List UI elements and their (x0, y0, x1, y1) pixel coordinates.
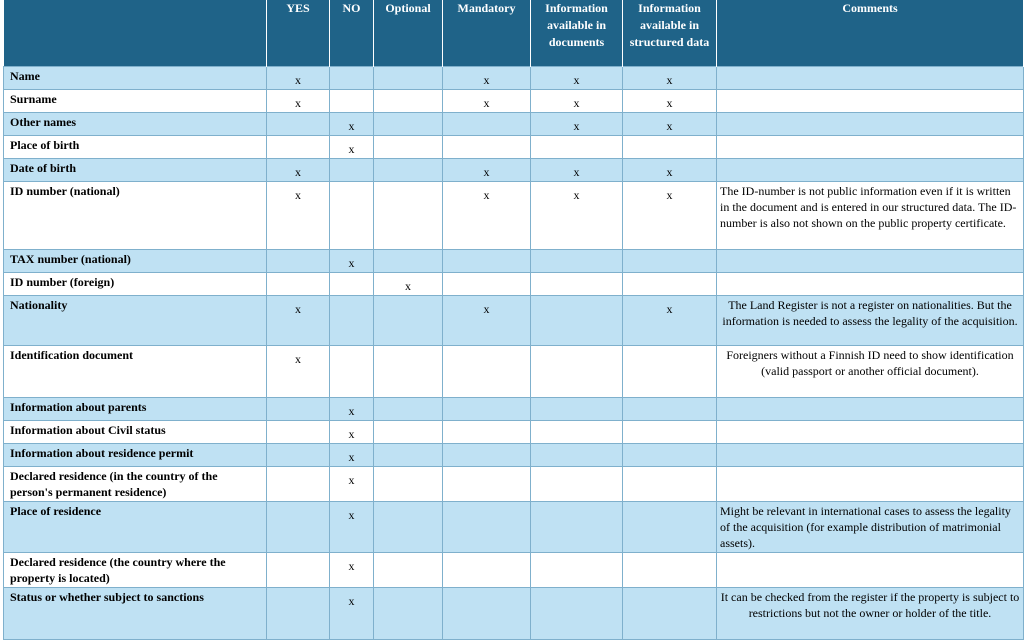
cell-documents (531, 250, 623, 273)
header-yes: YES (267, 0, 330, 67)
row-label: TAX number (national) (4, 250, 267, 273)
cell-optional (374, 67, 443, 90)
cell-yes (267, 250, 330, 273)
cell-mandatory (443, 421, 531, 444)
row-comment: Foreigners without a Finnish ID need to show identification (valid passport or another official document). (717, 346, 1024, 398)
table-row (4, 136, 1024, 159)
row-comment (717, 273, 1024, 296)
row-label: Place of birth (4, 136, 267, 159)
cell-documents: x (531, 113, 623, 136)
cell-yes (267, 502, 330, 553)
cell-no: x (330, 588, 374, 640)
cell-no: x (330, 467, 374, 502)
cell-yes (267, 421, 330, 444)
cell-yes: x (267, 67, 330, 90)
cell-optional (374, 467, 443, 502)
cell-structured (623, 553, 717, 588)
table-row (4, 346, 1024, 398)
table-row (4, 250, 1024, 273)
cell-documents (531, 296, 623, 346)
cell-optional (374, 553, 443, 588)
cell-optional (374, 136, 443, 159)
cell-optional (374, 182, 443, 250)
table-row (4, 159, 1024, 182)
row-label: Identification document (4, 346, 267, 398)
cell-structured: x (623, 90, 717, 113)
cell-optional (374, 250, 443, 273)
cell-structured (623, 346, 717, 398)
row-label: Information about Civil status (4, 421, 267, 444)
cell-documents (531, 444, 623, 467)
cell-documents (531, 467, 623, 502)
cell-structured: x (623, 159, 717, 182)
cell-documents: x (531, 67, 623, 90)
cell-yes (267, 273, 330, 296)
table-row (4, 588, 1024, 640)
cell-mandatory (443, 588, 531, 640)
cell-optional (374, 421, 443, 444)
cell-structured (623, 421, 717, 444)
cell-mandatory (443, 113, 531, 136)
cell-mandatory (443, 346, 531, 398)
cell-optional (374, 588, 443, 640)
cell-no: x (330, 444, 374, 467)
cell-no (330, 182, 374, 250)
table-row (4, 398, 1024, 421)
header-row (4, 0, 1024, 67)
header-documents: Information available in documents (531, 0, 623, 67)
cell-yes (267, 553, 330, 588)
table-row (4, 296, 1024, 346)
cell-documents: x (531, 90, 623, 113)
row-label: ID number (national) (4, 182, 267, 250)
cell-no: x (330, 398, 374, 421)
cell-no: x (330, 502, 374, 553)
cell-structured (623, 398, 717, 421)
row-comment (717, 553, 1024, 588)
cell-documents: x (531, 159, 623, 182)
table-row (4, 90, 1024, 113)
row-label: Information about residence permit (4, 444, 267, 467)
table-row (4, 113, 1024, 136)
cell-documents (531, 346, 623, 398)
row-label: Status or whether subject to sanctions (4, 588, 267, 640)
personal-data-table (3, 0, 1024, 640)
row-comment (717, 159, 1024, 182)
cell-structured: x (623, 296, 717, 346)
header-blank (4, 0, 267, 67)
cell-structured (623, 588, 717, 640)
cell-no: x (330, 113, 374, 136)
cell-optional (374, 346, 443, 398)
row-comment: It can be checked from the register if the property is subject to restrictions but not the owner or holder of the title. (717, 588, 1024, 640)
cell-optional (374, 444, 443, 467)
cell-structured: x (623, 182, 717, 250)
cell-documents (531, 273, 623, 296)
cell-structured (623, 467, 717, 502)
cell-documents (531, 136, 623, 159)
cell-structured: x (623, 113, 717, 136)
cell-yes (267, 398, 330, 421)
cell-yes (267, 113, 330, 136)
cell-mandatory (443, 273, 531, 296)
row-comment (717, 421, 1024, 444)
cell-optional (374, 113, 443, 136)
cell-yes: x (267, 90, 330, 113)
cell-documents (531, 553, 623, 588)
cell-no (330, 273, 374, 296)
cell-yes (267, 136, 330, 159)
cell-mandatory: x (443, 296, 531, 346)
cell-structured (623, 273, 717, 296)
cell-mandatory: x (443, 182, 531, 250)
cell-mandatory (443, 250, 531, 273)
row-comment (717, 90, 1024, 113)
cell-optional (374, 159, 443, 182)
cell-optional: x (374, 273, 443, 296)
row-comment (717, 250, 1024, 273)
cell-no: x (330, 250, 374, 273)
header-mandatory: Mandatory (443, 0, 531, 67)
cell-optional (374, 502, 443, 553)
cell-documents: x (531, 182, 623, 250)
cell-yes: x (267, 159, 330, 182)
row-comment (717, 444, 1024, 467)
row-comment (717, 113, 1024, 136)
cell-no (330, 159, 374, 182)
header-no: NO (330, 0, 374, 67)
row-label: Nationality (4, 296, 267, 346)
row-comment: The Land Register is not a register on nationalities. But the information is needed to assess the legality of the acquisition. (717, 296, 1024, 346)
cell-yes: x (267, 346, 330, 398)
cell-mandatory (443, 136, 531, 159)
cell-no: x (330, 553, 374, 588)
row-label: Declared residence (in the country of the person's permanent residence) (4, 467, 267, 502)
row-label: ID number (foreign) (4, 273, 267, 296)
header-structured: Information available in structured data (623, 0, 717, 67)
table-row (4, 467, 1024, 502)
cell-structured (623, 136, 717, 159)
row-label: Date of birth (4, 159, 267, 182)
cell-no (330, 296, 374, 346)
cell-documents (531, 421, 623, 444)
table-row (4, 444, 1024, 467)
cell-optional (374, 398, 443, 421)
row-label: Name (4, 67, 267, 90)
header-comments: Comments (717, 0, 1024, 67)
cell-mandatory: x (443, 67, 531, 90)
row-label: Surname (4, 90, 267, 113)
cell-no: x (330, 421, 374, 444)
table-row (4, 182, 1024, 250)
cell-documents (531, 502, 623, 553)
row-comment (717, 67, 1024, 90)
row-comment: Might be relevant in international cases to assess the legality of the acquisition (for example distribution of matrimonial assets). (717, 502, 1024, 553)
table-row (4, 553, 1024, 588)
cell-structured (623, 502, 717, 553)
row-label: Other names (4, 113, 267, 136)
cell-mandatory (443, 444, 531, 467)
table-row (4, 421, 1024, 444)
cell-optional (374, 90, 443, 113)
cell-no (330, 90, 374, 113)
cell-mandatory: x (443, 159, 531, 182)
row-comment (717, 136, 1024, 159)
row-label: Information about parents (4, 398, 267, 421)
cell-mandatory (443, 398, 531, 421)
row-comment (717, 398, 1024, 421)
cell-no (330, 346, 374, 398)
row-label: Declared residence (the country where the property is located) (4, 553, 267, 588)
row-label: Place of residence (4, 502, 267, 553)
cell-no (330, 67, 374, 90)
cell-no: x (330, 136, 374, 159)
cell-structured (623, 444, 717, 467)
header-optional: Optional (374, 0, 443, 67)
cell-mandatory (443, 502, 531, 553)
cell-structured (623, 250, 717, 273)
row-comment (717, 467, 1024, 502)
table-row (4, 273, 1024, 296)
cell-mandatory (443, 553, 531, 588)
cell-mandatory (443, 467, 531, 502)
cell-optional (374, 296, 443, 346)
cell-yes (267, 444, 330, 467)
cell-yes: x (267, 296, 330, 346)
row-comment: The ID-number is not public information even if it is written in the document and is entered in our structured data. The ID-number is also not shown on the public property certificate. (717, 182, 1024, 250)
cell-documents (531, 398, 623, 421)
cell-mandatory: x (443, 90, 531, 113)
cell-yes: x (267, 182, 330, 250)
cell-documents (531, 588, 623, 640)
cell-yes (267, 467, 330, 502)
table-row (4, 67, 1024, 90)
cell-structured: x (623, 67, 717, 90)
cell-yes (267, 588, 330, 640)
table-row (4, 502, 1024, 553)
